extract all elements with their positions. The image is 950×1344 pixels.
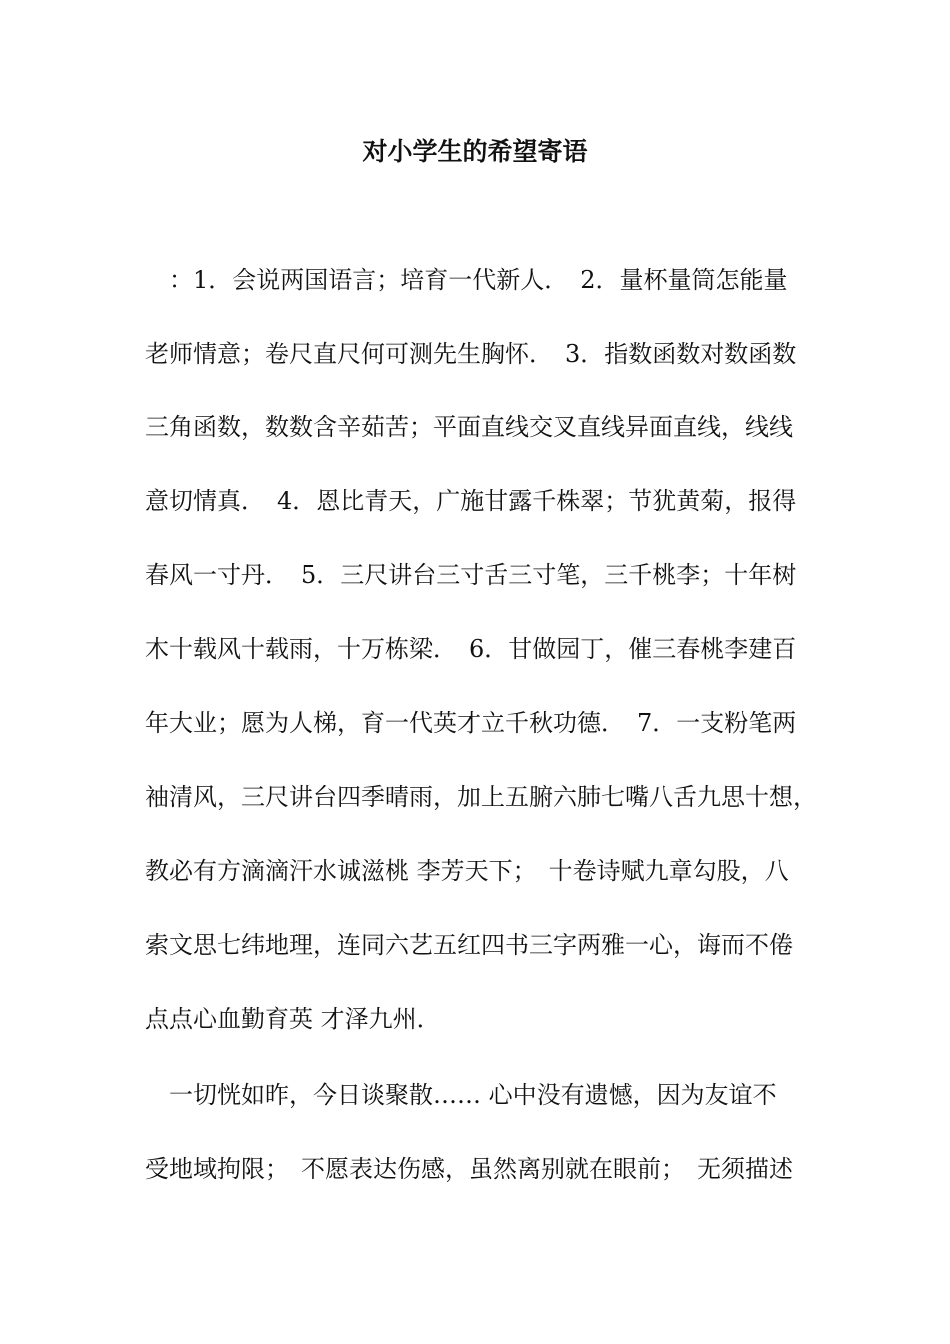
paragraph-line-13: 受地域拘限； 不愿表达伤感，虽然离别就在眼前； 无须描述 bbox=[145, 1155, 793, 1183]
paragraph-line-7: 年大业；愿为人梯，育一代英才立千秋功德． 7．一支粉笔两 bbox=[145, 709, 797, 737]
paragraph-line-5: 春风一寸丹． 5．三尺讲台三寸舌三寸笔，三千桃李；十年树 bbox=[145, 561, 797, 589]
paragraph-line-9: 教必有方滴滴汗水诚滋桃 李芳天下； 十卷诗赋九章勾股，八 bbox=[145, 857, 789, 885]
paragraph-line-4: 意切情真． 4．恩比青天，广施甘露千株翠；节犹黄菊，报得 bbox=[145, 487, 797, 515]
paragraph-line-6: 木十载风十载雨，十万栋梁． 6．甘做园丁，催三春桃李建百 bbox=[145, 635, 797, 663]
paragraph-line-10: 索文思七纬地理，连同六艺五红四书三字两雅一心，诲而不倦 bbox=[145, 931, 793, 959]
paragraph-line-1: ：1．会说两国语言；培育一代新人． 2．量杯量筒怎能量 bbox=[145, 266, 788, 294]
document-title: 对小学生的希望寄语 bbox=[362, 137, 588, 166]
paragraph-line-12: 一切恍如昨，今日谈聚散…… 心中没有遗憾，因为友谊不 bbox=[145, 1081, 777, 1109]
paragraph-line-8: 袖清风，三尺讲台四季晴雨，加上五腑六肺七嘴八舌九思十想， bbox=[145, 783, 817, 811]
paragraph-line-3: 三角函数，数数含辛茹苦；平面直线交叉直线异面直线，线线 bbox=[145, 413, 793, 441]
paragraph-line-2: 老师情意；卷尺直尺何可测先生胸怀． 3．指数函数对数函数 bbox=[145, 340, 797, 368]
paragraph-line-11: 点点心血勤育英 才泽九州． bbox=[145, 1005, 441, 1033]
